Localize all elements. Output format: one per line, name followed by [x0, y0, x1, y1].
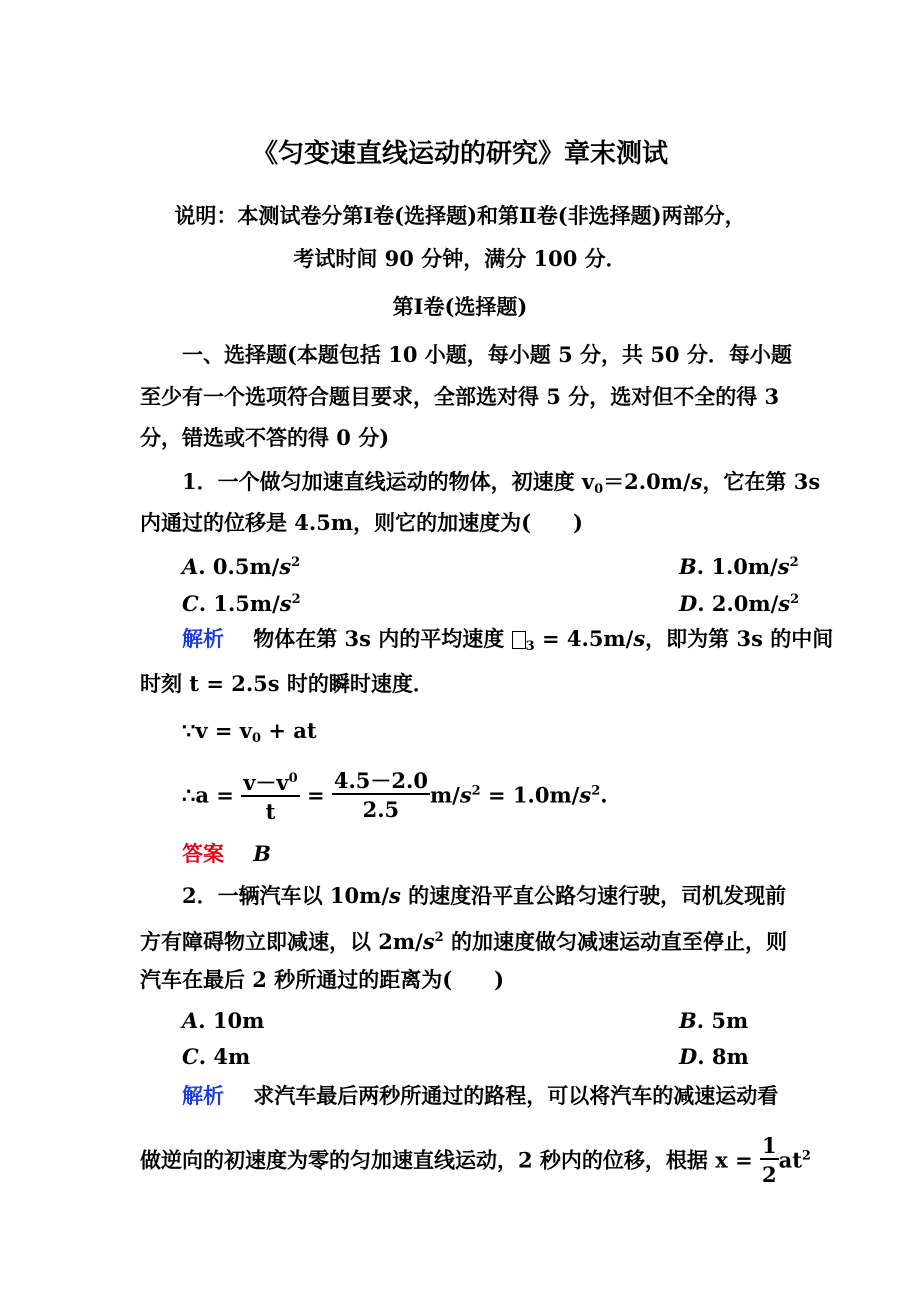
- instructions-line-1: 一、选择题(本题包括 10 小题，每小题 5 分，共 50 分．每小题: [182, 342, 792, 367]
- q1-equation-1: ∵v = $v_0$ + at: [182, 718, 317, 746]
- q1-option-a: A. $0.5m/s^2$: [182, 554, 301, 579]
- q1-analysis-line-1: 解析 物体在第 3s 内的平均速度 $_3$ = 4.5m/s，即为第 3s 的中间: [182, 626, 834, 654]
- q1-analysis-label: 解析: [182, 626, 224, 651]
- fraction-half: $\frac{1}{2}$: [761, 1133, 777, 1187]
- average-velocity-symbol: [512, 631, 526, 649]
- q1-option-c: C. $1.5m/s^2$: [182, 591, 301, 616]
- q1-analysis-line-2: 时刻 t = 2.5s 时的瞬时速度．: [140, 671, 434, 696]
- q2-option-b: B. 5m: [679, 1008, 749, 1033]
- q2-options-row-2: [182, 1043, 882, 1071]
- q1-stem-line-1: 1．一个做匀加速直线运动的物体，初速度 $v_0=2.0m/s$，它在第 3s: [182, 469, 821, 497]
- q2-stem-line-3: 汽车在最后 2 秒所通过的距离为( ): [140, 967, 505, 992]
- fraction-1: $\frac{v-v^0}{t}$: [241, 767, 299, 827]
- q1-equation-2: ∴a = $\frac{v-v^0}{t}$ = $\frac{4.5-2.0}{2.5}$ $m/s^2 = 1.0m/s^2$.: [182, 767, 608, 827]
- note-line-1: 说明：本测试卷分第Ⅰ卷(选择题)和第Ⅱ卷(非选择题)两部分，: [174, 203, 746, 228]
- q2-stem-line-1: 2．一辆汽车以 10m/s 的速度沿平直公路匀速行驶，司机发现前: [182, 883, 787, 908]
- q2-options-row-1: [182, 1007, 882, 1035]
- instructions-line-2: 至少有一个选项符合题目要求，全部选对得 5 分，选对但不全的得 3: [140, 384, 780, 409]
- q2-analysis-label: 解析: [182, 1083, 224, 1108]
- section-title: 第Ⅰ卷(选择题): [392, 294, 528, 319]
- q1-options-row-2: [182, 586, 882, 618]
- q1-stem-line-2: 内通过的位移是 4.5m，则它的加速度为( ): [140, 510, 583, 535]
- q1-answer: [182, 840, 271, 868]
- q1-answer-label: 答案: [182, 841, 224, 866]
- page-title: 《匀变速直线运动的研究》章末测试: [251, 139, 668, 169]
- q1-option-d: D. $2.0m/s^2$: [679, 591, 800, 616]
- instructions-line-3: 分，错选或不答的得 0 分): [140, 425, 390, 450]
- note-line-2: 考试时间 90 分钟，满分 100 分．: [293, 246, 627, 271]
- fraction-2: $\frac{4.5-2.0}{2.5}$: [333, 768, 428, 822]
- q2-analysis-line-2: 做逆向的初速度为零的匀加速直线运动，2 秒内的位移，根据 x = $\frac{1}{2}$ $at^2$: [140, 1134, 811, 1190]
- q2-option-d: D. 8m: [679, 1044, 749, 1069]
- q2-option-a: A. 10m: [182, 1008, 265, 1033]
- q2-option-c: C. 4m: [182, 1044, 251, 1069]
- q1-answer-value: B: [253, 841, 271, 866]
- q1-option-b: B. $1.0m/s^2$: [679, 554, 799, 579]
- q2-analysis-line-1: 解析 求汽车最后两秒所通过的路程，可以将汽车的减速运动看: [182, 1083, 779, 1108]
- q1-options-row-1: [182, 549, 882, 581]
- q2-stem-line-2: 方有障碍物立即减速，以 $2m/s^2$ 的加速度做匀减速运动直至停止，则: [140, 929, 787, 954]
